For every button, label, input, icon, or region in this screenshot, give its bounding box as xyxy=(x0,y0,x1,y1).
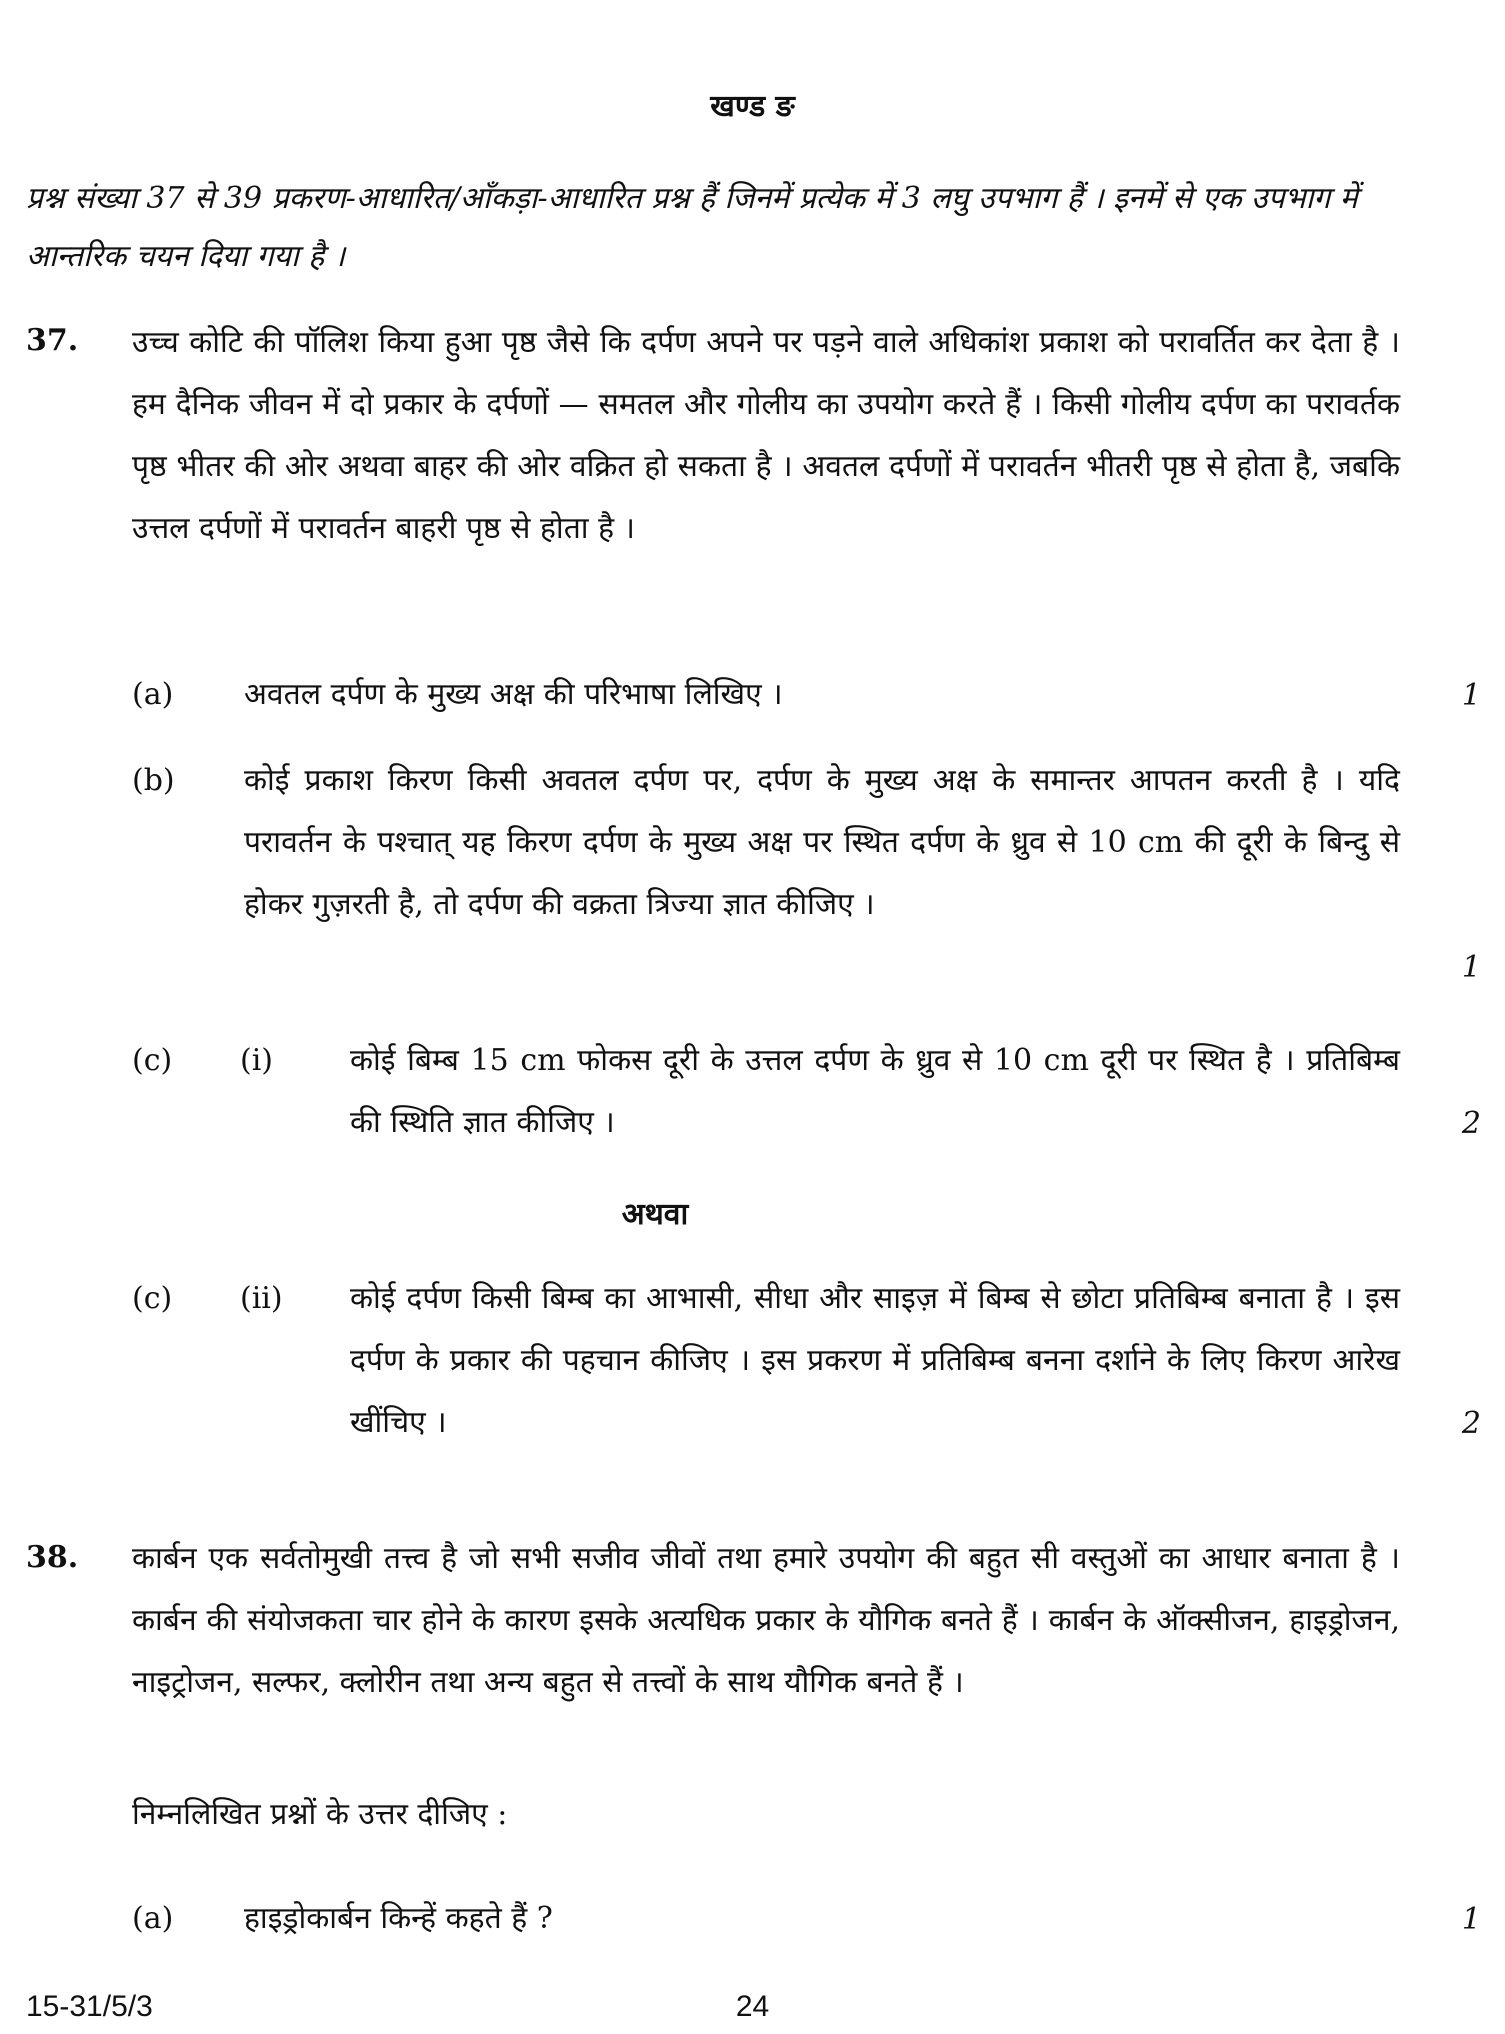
subquestion-text: कोई दर्पण किसी बिम्ब का आभासी, सीधा और साइज़ में बिम्ब से छोटा प्रतिबिम्ब बनाता है । इस दर्पण के प्रकार की पहचान कीजिए । इस प्रकरण में प्रतिबिम्ब बनना दर्शाने के लिए किरण आरेख खींचिए । xyxy=(350,1281,1400,1440)
subquestion-label: (a) xyxy=(132,677,174,712)
marks: 1 xyxy=(1461,678,1481,713)
section-instructions: प्रश्न संख्या 37 से 39 प्रकरण-आधारित/आँकड़ा-आधारित प्रश्न हैं जिनमें प्रत्येक में 3 लघु उपभाग हैं । इनमें से एक उपभाग में आन्तरिक चयन दिया गया है । xyxy=(26,181,1358,274)
or-label: अथवा xyxy=(621,1197,689,1232)
answer-prompt: निम्नलिखित प्रश्नों के उत्तर दीजिए : xyxy=(132,1797,508,1832)
marks: 2 xyxy=(1461,1106,1481,1141)
section-heading: खण्ड ङ xyxy=(710,89,795,124)
question-number: 38. xyxy=(26,1540,79,1575)
question-passage: उच्च कोटि की पॉलिश किया हुआ पृष्ठ जैसे कि दर्पण अपने पर पड़ने वाले अधिकांश प्रकाश को परावर्तित कर देता है । हम दैनिक जीवन में दो प्रकार के दर्पणों — समतल और गोलीय का उपयोग करते हैं । किसी गोलीय दर्पण का परावर्तक पृष्ठ भीतर की ओर अथवा बाहर की ओर वक्रित हो सकता है । अवतल दर्पणों में परावर्तन भीतरी पृष्ठ से होता है, जबकि उत्तल दर्पणों में परावर्तन बाहरी पृष्ठ से होता है । xyxy=(132,325,1400,546)
subquestion-label: (b) xyxy=(132,763,175,798)
marks: 1 xyxy=(1461,1902,1481,1937)
subquestion-label: (c) xyxy=(132,1043,173,1078)
page-number: 24 xyxy=(735,1990,770,2023)
subquestion-text: अवतल दर्पण के मुख्य अक्ष की परिभाषा लिखिए । xyxy=(244,677,783,712)
subquestion-text: हाइड्रोकार्बन किन्हें कहते हैं ? xyxy=(244,1901,553,1936)
subquestion-label: (a) xyxy=(132,1901,174,1936)
subquestion-text: कोई प्रकाश किरण किसी अवतल दर्पण पर, दर्पण के मुख्य अक्ष के समान्तर आपतन करती है । यदि परावर्तन के पश्चात् यह किरण दर्पण के मुख्य अक्ष पर स्थित दर्पण के ध्रुव से 10 cm की दूरी के बिन्दु से होकर गुज़रती है, तो दर्पण की वक्रता त्रिज्या ज्ञात कीजिए । xyxy=(244,763,1400,922)
paper-code: 15-31/5/3 xyxy=(26,1990,153,2023)
subquestion-text: कोई बिम्ब 15 cm फोकस दूरी के उत्तल दर्पण के ध्रुव से 10 cm दूरी पर स्थित है । प्रतिबिम्ब की स्थिति ज्ञात कीजिए । xyxy=(350,1043,1400,1140)
marks: 1 xyxy=(1461,950,1481,985)
subquestion-sublabel: (ii) xyxy=(240,1281,283,1316)
marks: 2 xyxy=(1461,1406,1481,1441)
question-number: 37. xyxy=(26,323,79,358)
subquestion-label: (c) xyxy=(132,1281,173,1316)
question-passage: कार्बन एक सर्वतोमुखी तत्त्व है जो सभी सजीव जीवों तथा हमारे उपयोग की बहुत सी वस्तुओं का आधार बनाता है । कार्बन की संयोजकता चार होने के कारण इसके अत्यधिक प्रकार के यौगिक बनते हैं । कार्बन के ऑक्सीजन, हाइड्रोजन, नाइट्रोजन, सल्फर, क्लोरीन तथा अन्य बहुत से तत्त्वों के साथ यौगिक बनते हैं । xyxy=(132,1541,1400,1700)
subquestion-sublabel: (i) xyxy=(240,1043,274,1078)
